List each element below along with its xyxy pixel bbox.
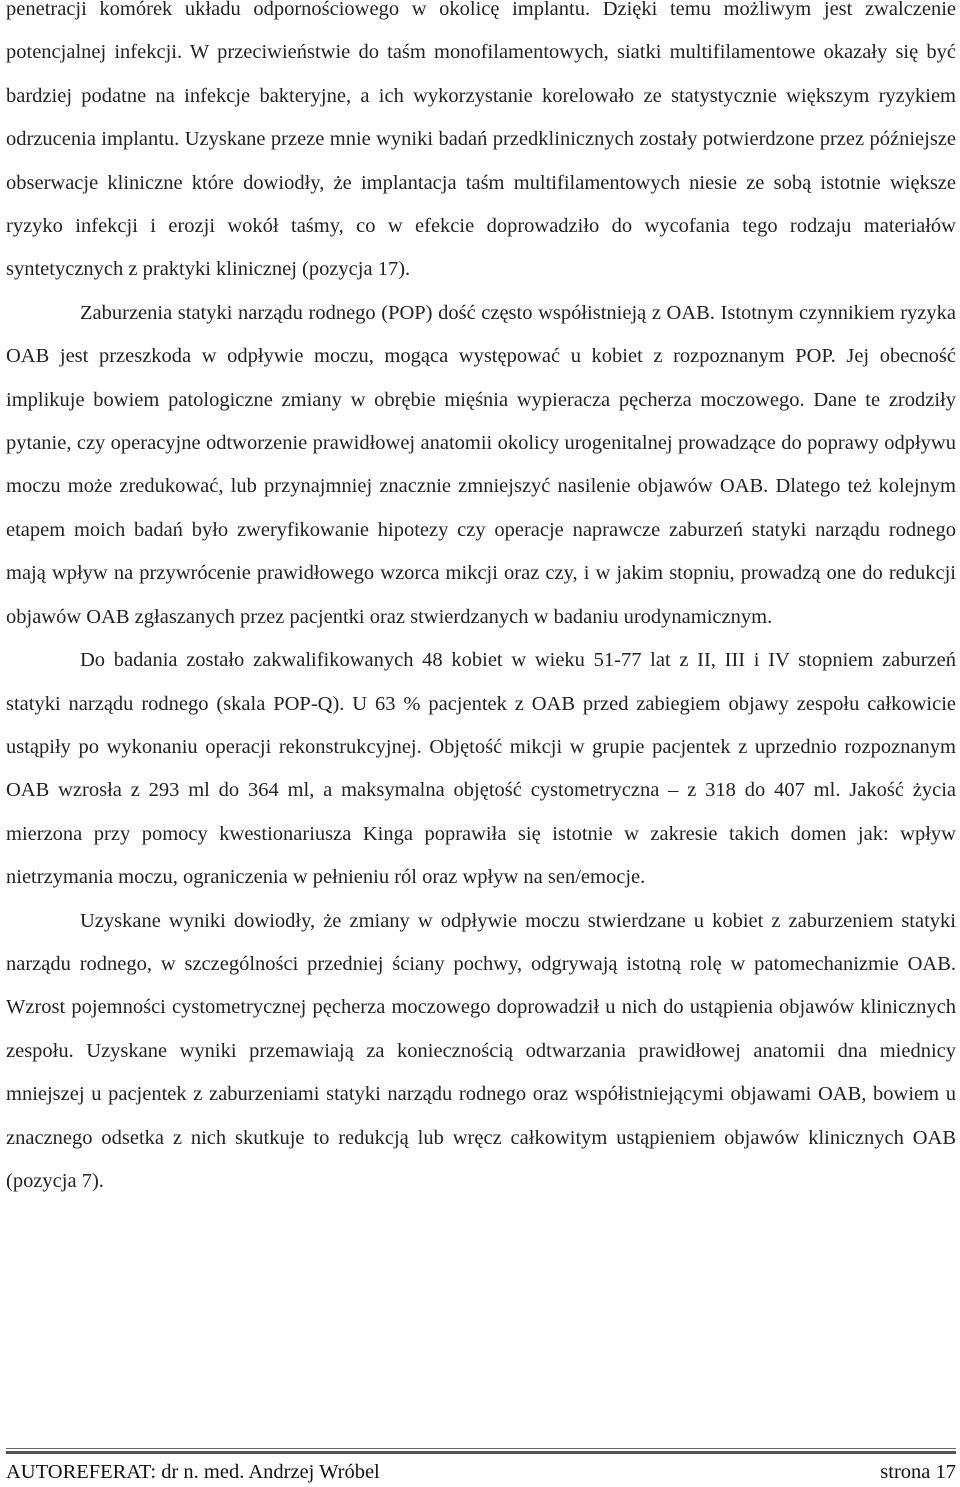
footer-divider-thin: [6, 1448, 956, 1449]
footer-divider-thick: [6, 1451, 956, 1454]
paragraph-3: Do badania zostało zakwalifikowanych 48 kobiet w wieku 51-77 lat z II, III i IV stopniem zaburzeń statyki narządu rodnego (skala POP-Q). U 63 % pacjentek z OAB przed zabiegiem objawy zespołu całkowicie ustąpiły po wykonaniu operacji rekonstrukcyjnej. Objętość mikcji w grupie pacjentek z uprzednio rozpoznanym OAB wzrosła z 293 ml do 364 ml, a maksymalna objętość cystometryczna – z 318 do 407 ml. Jakość życia mierzona przy pomocy kwestionariusza Kinga poprawiła się istotnie w zakresie takich domen jak: wpływ nietrzymania moczu, ograniczenia w pełnieniu ról oraz wpływ na sen/emocje.: [6, 649, 956, 889]
document-body: [6, 0, 956, 1203]
paragraph-4: Uzyskane wyniki dowiodły, że zmiany w odpływie moczu stwierdzane u kobiet z zaburzeniem statyki narządu rodnego, w szczególności przedniej ściany pochwy, odgrywają istotną rolę w patomechanizmie OAB. Wzrost pojemności cystometrycznej pęcherza moczowego doprowadził u nich do ustąpienia objawów klinicznych zespołu. Uzyskane wyniki przemawiają za koniecznością odtwarzania prawidłowej anatomii dna miednicy mniejszej u pacjentek z zaburzeniami statyki narządu rodnego oraz współistniejącymi objawami OAB, bowiem u znacznego odsetka z nich skutkuje to redukcją lub wręcz całkowitym ustąpieniem objawów klinicznych OAB (pozycja 7).: [6, 909, 956, 1192]
document-page: [6, 0, 956, 1487]
paragraph-2: Zaburzenia statyki narządu rodnego (POP) dość często współistnieją z OAB. Istotnym czynnikiem ryzyka OAB jest przeszkoda w odpływie moczu, mogąca występować u kobiet z rozpoznanym POP. Jej obecność implikuje bowiem patologiczne zmiany w obrębie mięśnia wypieracza pęcherza moczowego. Dane te zrodziły pytanie, czy operacyjne odtworzenie prawidłowej anatomii okolicy urogenitalnej prowadzące do poprawy odpływu moczu może zredukować, lub przynajmniej znacznie zmniejszyć nasilenie objawów OAB. Dlatego też kolejnym etapem moich badań było zweryfikowanie hipotezy czy operacje naprawcze zaburzeń statyki narządu rodnego mają wpływ na przywrócenie prawidłowego wzorca mikcji oraz czy, i w jakim stopniu, prowadzą one do redukcji objawów OAB zgłaszanych przez pacjentki oraz stwierdzanych w badaniu urodynamicznym.: [6, 301, 956, 628]
paragraph-1: penetracji komórek układu odpornościowego w okolicę implantu. Dzięki temu możliwym jest zwalczenie potencjalnej infekcji. W przeciwieństwie do taśm monofilamentowych, siatki multifilamentowe okazały się być bardziej podatne na infekcje bakteryjne, a ich wykorzystanie korelowało ze statystycznie większym ryzykiem odrzucenia implantu. Uzyskane przeze mnie wyniki badań przedklinicznych zostały potwierdzone przez późniejsze obserwacje kliniczne które dowiodły, że implantacja taśm multifilamentowych niesie ze sobą istotnie większe ryzyko infekcji i erozji wokół taśmy, co w efekcie doprowadziło do wycofania tego rodzaju materiałów syntetycznych z praktyki klinicznej (pozycja 17).: [6, 0, 956, 281]
page-footer: [6, 1459, 956, 1485]
footer-author: AUTOREFERAT: dr n. med. Andrzej Wróbel: [6, 1461, 380, 1483]
page-number: strona 17: [880, 1461, 956, 1483]
